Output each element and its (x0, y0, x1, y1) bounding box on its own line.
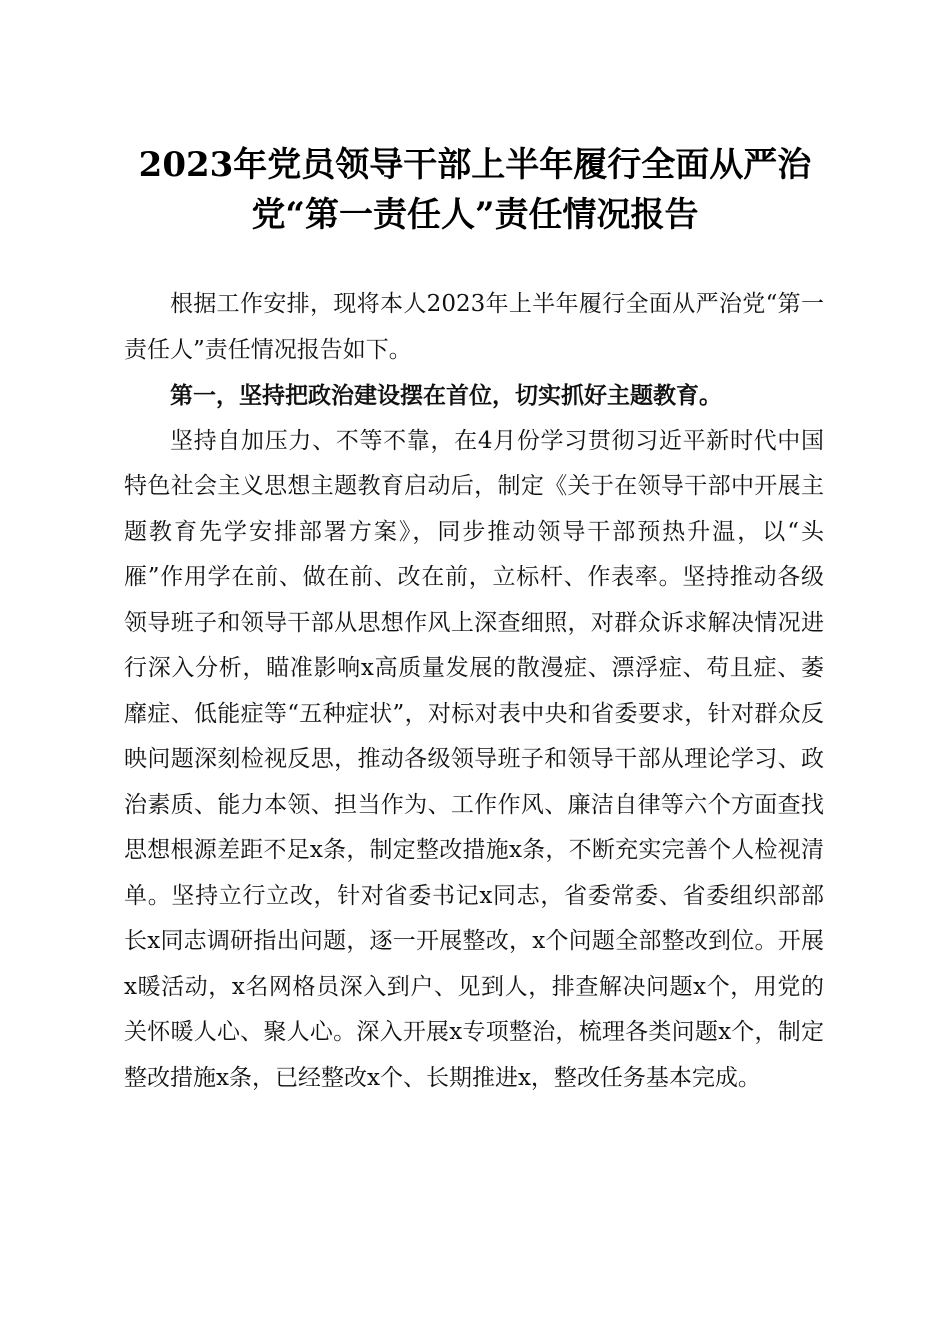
section-heading-1: 第一，坚持把政治建设摆在首位，切实抓好主题教育。 (170, 382, 722, 409)
intro-paragraph: 根据工作安排，现将本人2023年上半年履行全面从严治党“第一责任人”责任情况报告如下。 (124, 291, 824, 363)
title-line-2: 党“第一责任人”责任情况报告 (251, 195, 699, 235)
body-paragraph: 坚持自加压力、不等不靠，在4月份学习贯彻习近平新时代中国特色社会主义思想主题教育启动后，制定《关于在领导干部中开展主题教育先学安排部署方案》，同步推动领导干部预热升温，以“头雁”作用学在前、做在前、改在前，立标杆、作表率。坚持推动各级领导班子和领导干部从思想作风上深查细照，对群众诉求解决情况进行深入分析，瞄准影响x高质量发展的散漫症、漂浮症、苟且症、萎靡症、低能症等“五种症状”，对标对表中央和省委要求，针对群众反映问题深刻检视反思，推动各级领导班子和领导干部从理论学习、政治素质、能力本领、担当作为、工作作风、廉洁自律等六个方面查找思想根源差距不足x条，制定整改措施x条，不断充实完善个人检视清单。坚持立行立改，针对省委书记x同志，省委常委、省委组织部部长x同志调研指出问题，逐一开展整改，x个问题全部整改到位。开展x暖活动，x名网格员深入到户、见到人，排查解决问题x个，用党的关怀暖人心、聚人心。深入开展x专项整治，梳理各类问题x个，制定整改措施x条，已经整改x个、长期推进x，整改任务基本完成。 (124, 427, 824, 1091)
document-title (110, 140, 840, 240)
document-body (124, 282, 824, 1101)
title-line-1: 2023年党员领导干部上半年履行全面从严治 (138, 145, 812, 185)
